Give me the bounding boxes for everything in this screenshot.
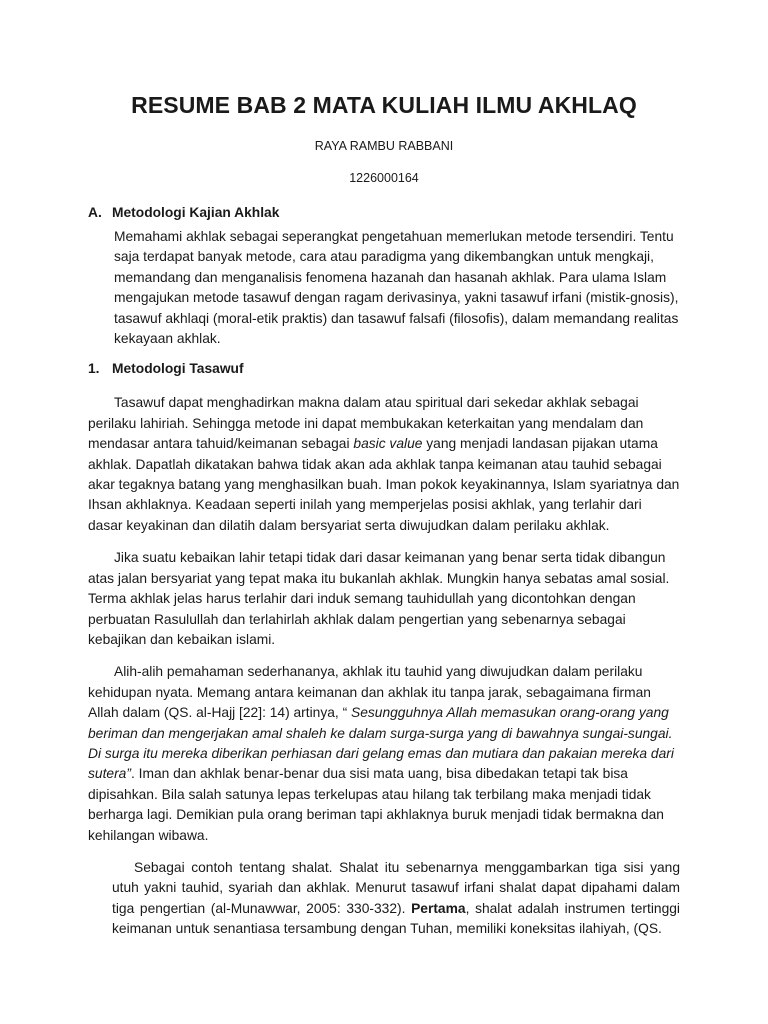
section-1-number: 1. (88, 361, 100, 377)
paragraph-4-text-a: Sebagai contoh tentang shalat. Shalat itu sebenarnya menggambarkan tiga sisi yang utuh yakni tauhid, syariah dan akhlak. Menurut tasawuf irfani shalat dapat dipahami dalam tiga pengertian (al-Munawwar, 2005: 330-332). (112, 859, 680, 916)
section-a-title: Metodologi Kajian Akhlak (112, 205, 280, 220)
paragraph-4-text-b: , shalat adalah instrumen tertinggi keimanan untuk senantiasa tersambung dengan Tuhan, memiliki koneksitas ilahiyah, (QS. (112, 900, 680, 937)
paragraph-3 (88, 662, 680, 846)
section-a-heading (88, 203, 680, 223)
student-id: 1226000164 (349, 171, 419, 185)
paragraph-4-bold: Pertama (411, 900, 466, 916)
paragraph-2: Jika suatu kebaikan lahir tetapi tidak dari dasar keimanan yang benar serta tidak dibangun atas jalan bersyariat yang tepat maka itu bukanlah akhlak. Mungkin hanya sebatas amal sosial. Terma akhlak jelas harus terlahir dari induk semang tauhidullah yang dicontohkan dengan perbuatan Rasulullah dan terlahirlah akhlak dalam pengertian yang sebenarnya sebagai kebajikan dan kebaikan islami. (88, 550, 670, 647)
document-title: RESUME BAB 2 MATA KULIAH ILMU AKHLAQ (131, 92, 637, 118)
paragraph-3-text-b: . Iman dan akhlak benar-benar dua sisi mata uang, bisa dibedakan tetapi tak bisa dipisahkan. Bila salah satunya lepas terkelupas atau hilang tak terbilang maka menjadi tidak berharga lagi. Demikian pula orang beriman tapi akhlaknya buruk menjadi tidak bermakna dan kehilangan wibawa. (88, 766, 664, 843)
section-1-heading (88, 359, 680, 379)
paragraph-4 (88, 858, 680, 940)
paragraph-1 (88, 393, 680, 536)
section-a-number: A. (88, 205, 102, 220)
author-name: RAYA RAMBU RABBANI (314, 139, 454, 153)
section-a-paragraph: Memahami akhlak sebagai seperangkat pengetahuan memerlukan metode tersendiri. Tentu saja terdapat banyak metode, cara atau paradigma yang dikembangkan untuk mengkaji, memandang dan menganalisis fenomena hazanah dan hasanah akhlak. Para ulama Islam mengajukan metode tasawuf dengan ragam derivasinya, yakni tasawuf irfani (mistik-gnosis), tasawuf akhlaqi (moral-etik praktis) dan tasawuf falsafi (filosofis), dalam memandang realitas kekayaan akhlak. (114, 229, 679, 347)
section-1-title: Metodologi Tasawuf (112, 361, 244, 377)
paragraph-3-italic: Sesungguhnya Allah memasukan orang-orang yang beriman dan mengerjakan amal shaleh ke dalam surga-surga yang di bawahnya sungai-sungai. Di surga itu mereka diberikan perhiasan dari gelang emas dan mutiara dan pakaian mereka dari sutera” (88, 705, 674, 782)
paragraph-1-text-a: Tasawuf dapat menghadirkan makna dalam atau spiritual dari sekedar akhlak sebagai perilaku lahiriah. Sehingga metode ini dapat membukakan keterkaitan yang mendalam dan mendasar antara tahuid/keimanan sebagai (88, 395, 644, 452)
paragraph-1-text-b: yang menjadi landasan pijakan utama akhlak. Dapatlah dikatakan bahwa tidak akan ada akhlak tanpa keimanan atau tauhid sebagai akar tegaknya batang yang menghasilkan buah. Iman pokok keyakinannya, Islam syariatnya dan Ihsan akhlaknya. Keadaan seperti inilah yang memperjelas posisi akhlak, yang terlahir dari dasar keyakinan dan dilatih dalam bersyariat serta diwujudkan dalam perilaku akhlak. (88, 436, 680, 533)
paragraph-1-italic: basic value (353, 436, 423, 452)
paragraph-3-text-a: Alih-alih pemahaman sederhananya, akhlak itu tauhid yang diwujudkan dalam perilaku kehidupan nyata. Memang antara keimanan dan akhlak itu tanpa jarak, sebagaimana firman Allah dalam (QS. al-Hajj [22]: 14) artinya, “ (88, 664, 651, 721)
